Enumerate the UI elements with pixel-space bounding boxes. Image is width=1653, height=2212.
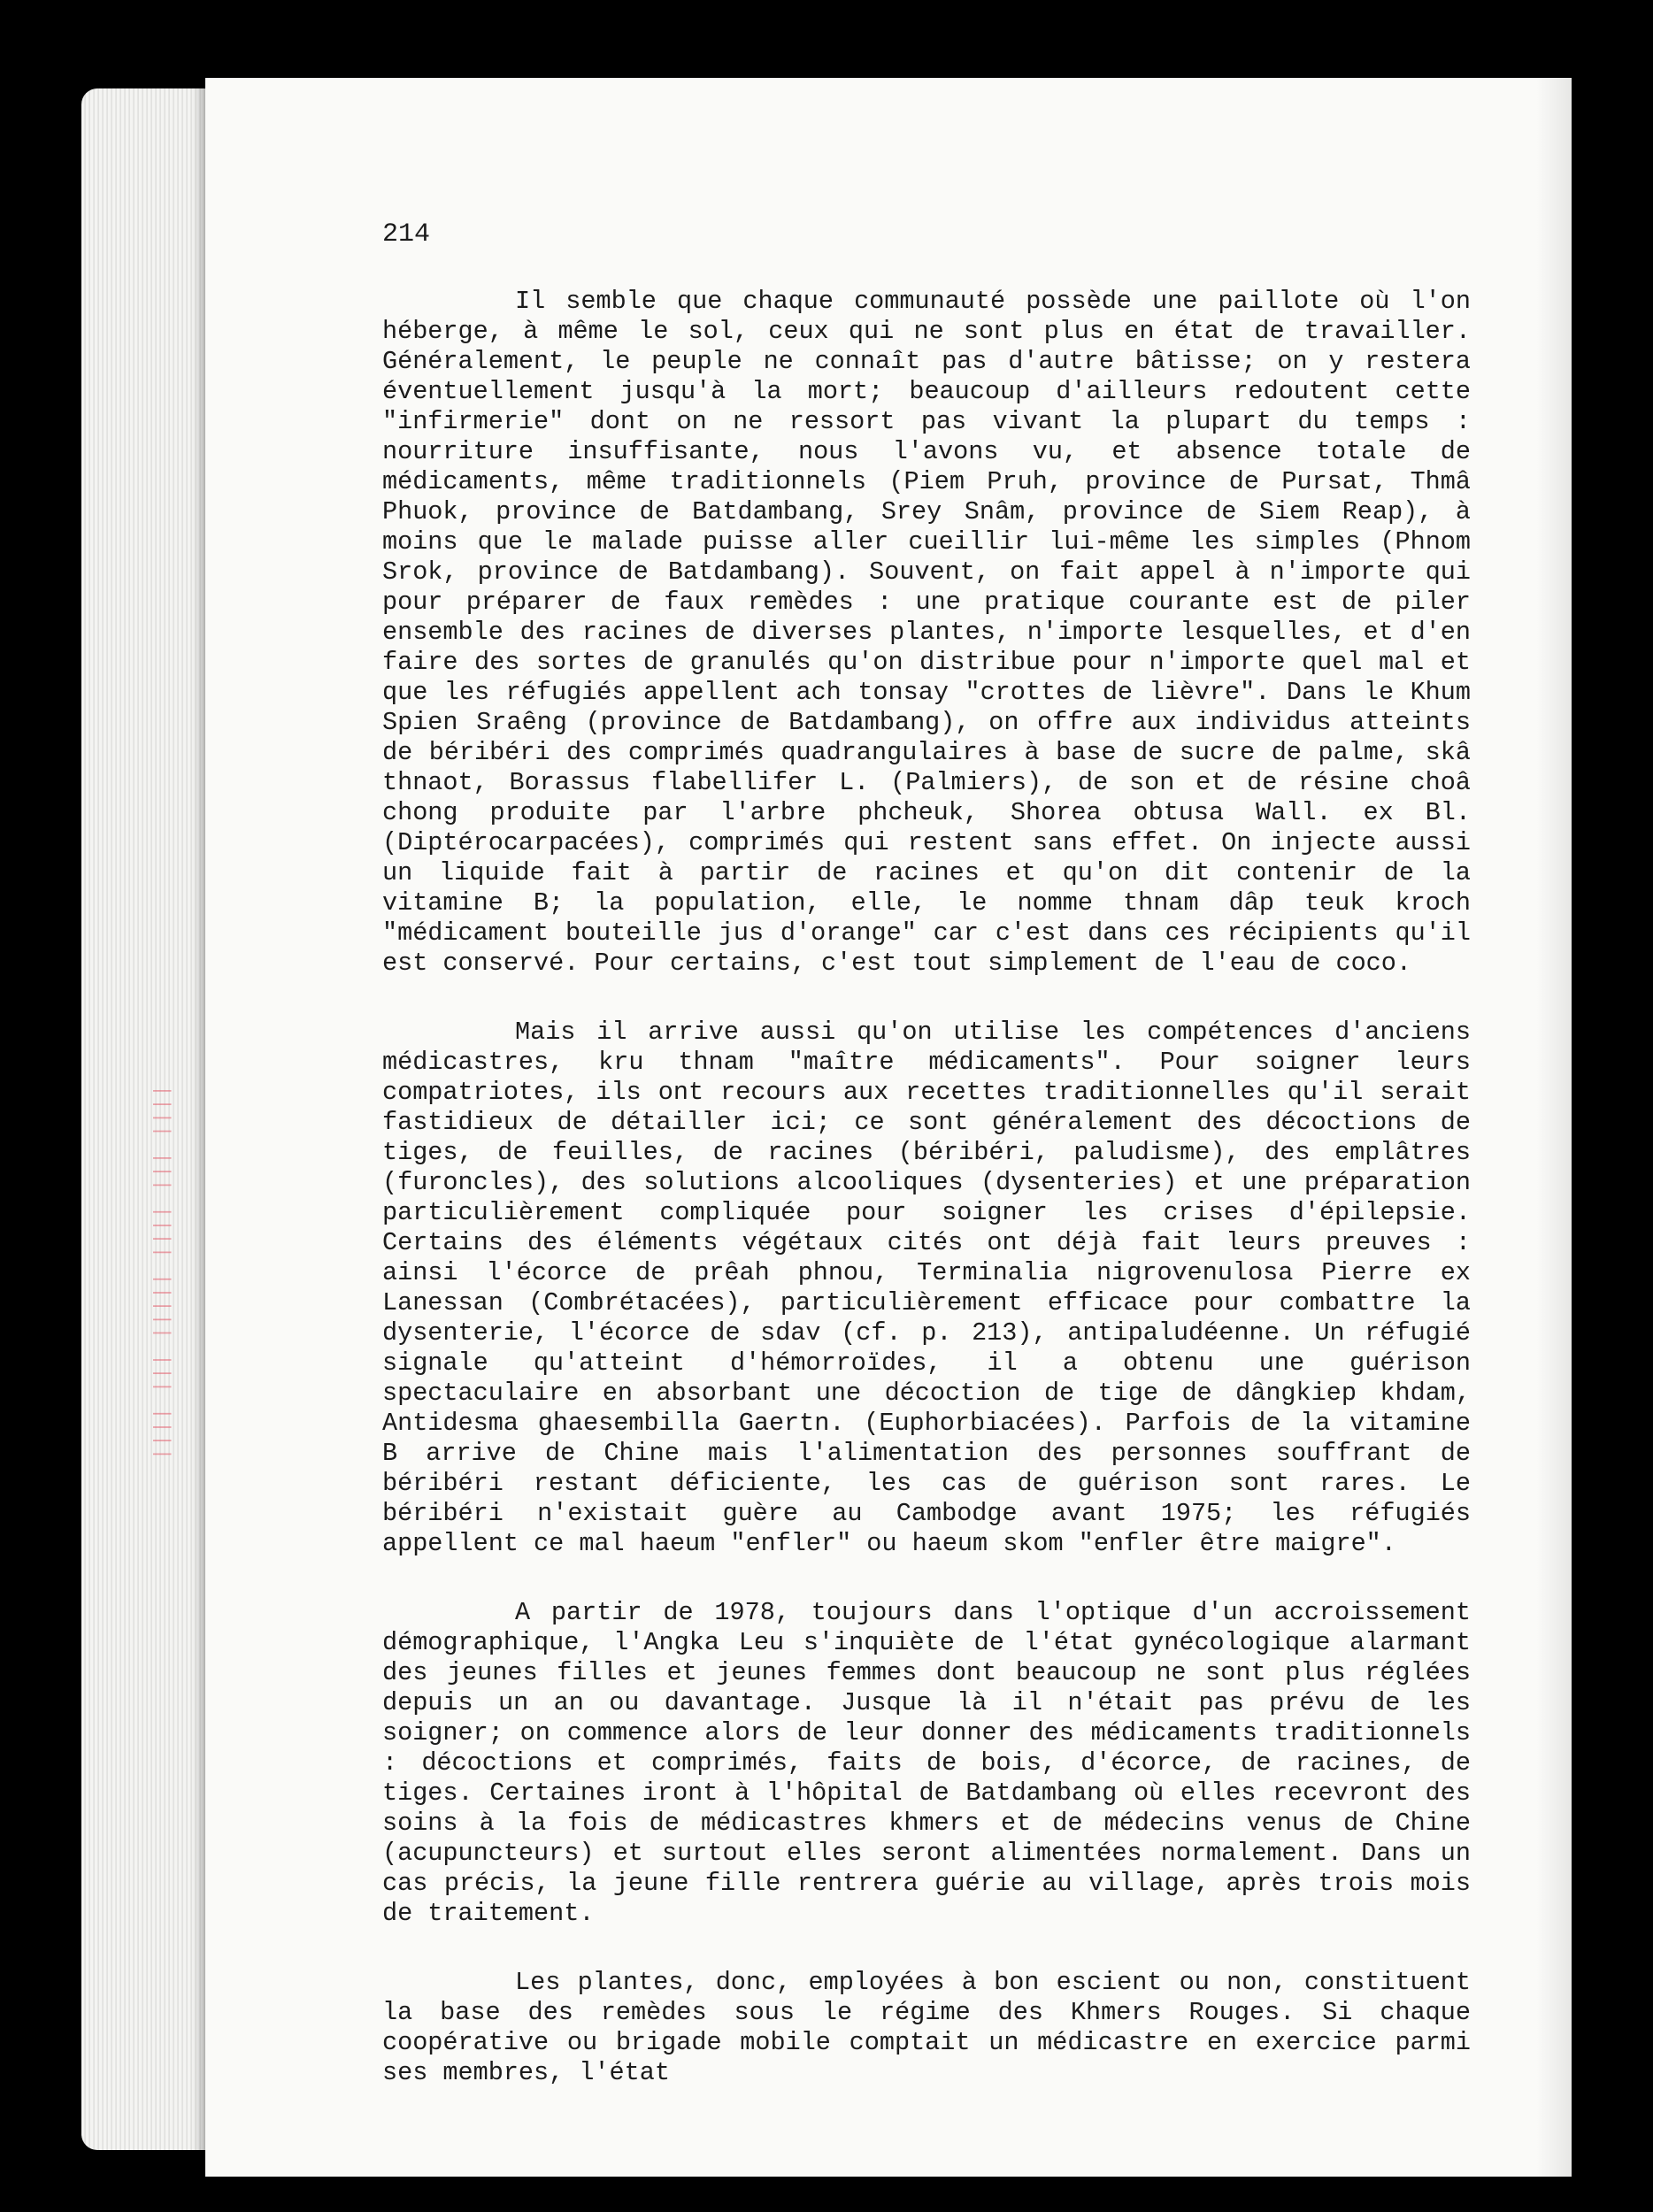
paragraph [382,1968,1471,2088]
book-page [205,78,1572,2177]
paragraph-text: A partir de 1978, toujours dans l'optique d'un accroissement démographique, l'Angka Leu s'inquiète de l'état gynécologique alarmant des jeunes filles et jeunes femmes dont beaucoup ne sont plus réglées depuis un an ou davantage. Jusque là il n'était pas prévu de les soigner; on commence alors de leur donner des médicaments traditionnels : décoctions et comprimés, faits de bois, d'écorce, de racines, de tiges. Certaines iront à l'hôpital de Batdambang où elles recevront des soins à la fois de médicastres khmers et de médecins venus de Chine (acupuncteurs) et surtout elles seront alimentées normalement. Dans un cas précis, la jeune fille rentrera guérie au village, après trois mois de traitement. [382,1598,1471,1928]
page-fold-shadow [1536,78,1572,2177]
paragraph [382,1598,1471,1929]
paragraph [382,287,1471,979]
page-number: 214 [382,219,431,250]
page-text-block [382,219,1471,2127]
library-stamp-mark: |||| ||| ||||| |||| ||| |||| [151,1083,173,1460]
paragraph-text: Mais il arrive aussi qu'on utilise les compétences d'anciens médicastres, kru thnam "maître médicaments". Pour soigner leurs compatriotes, ils ont recours aux recettes traditionnelles qu'il serait fastidieux de détailler ici; ce sont généralement des décoctions de tiges, de feuilles, de racines (béribéri, paludisme), des emplâtres (furoncles), des solutions alcooliques (dysenteries) et une préparation particulièrement compliquée pour soigner les crises d'épilepsie. Certains des éléments végétaux cités ont déjà fait leurs preuves : ainsi l'écorce de prêah phnou, Terminalia nigrovenulosa Pierre ex Lanessan (Combrétacées), particulièrement efficace pour combattre la dysenterie, l'écorce de sdav (cf. p. 213), antipaludéenne. Un réfugié signale qu'atteint d'hémorroïdes, il a obtenu une guérison spectaculaire en absorbant une décoction de tige de dângkiep khdam, Antidesma ghaesembilla Gaertn. (Euphorbiacées). Parfois de la vitamine B arrive de Chine mais l'alimentation des personnes souffrant de béribéri restant déficiente, les cas de guérison sont rares. Le béribéri n'existait guère au Cambodge avant 1975; les réfugiés appellent ce mal haeum "enfler" ou haeum skom "enfler être maigre". [382,1018,1471,1558]
paragraph-text: Les plantes, donc, employées à bon escient ou non, constituent la base des remèdes sous le régime des Khmers Rouges. Si chaque coopérative ou brigade mobile comptait un médicastre en exercice parmi ses membres, l'état [382,1968,1471,2087]
paragraph-text: Il semble que chaque communauté possède une paillote où l'on héberge, à même le sol, ceux qui ne sont plus en état de travailler. Généralement, le peuple ne connaît pas d'autre bâtisse; on y restera éventuellement jusqu'à la mort; beaucoup d'ailleurs redoutent cette "infirmerie" dont on ne ressort pas vivant la plupart du temps : nourriture insuffisante, nous l'avons vu, et absence totale de médicaments, même traditionnels (Piem Pruh, province de Pursat, Thmâ Phuok, province de Batdambang, Srey Snâm, province de Siem Reap), à moins que le malade puisse aller cueillir lui-même les simples (Phnom Srok, province de Batdambang). Souvent, on fait appel à n'importe qui pour préparer de faux remèdes : une pratique courante est de piler ensemble des racines de diverses plantes, n'importe lesquelles, et d'en faire des sortes de granulés qu'on distribue pour n'importe quel mal et que les réfugiés appellent ach tonsay "crottes de lièvre". Dans le Khum Spien Sraêng (province de Batdambang), on offre aux individus atteints de béribéri des comprimés quadrangulaires à base de sucre de palme, skâ thnaot, Borassus flabellifer L. (Palmiers), de son et de résine choâ chong produite par l'arbre phcheuk, Shorea obtusa Wall. ex Bl. (Diptérocarpacées), comprimés qui restent sans effet. On injecte aussi un liquide fait à partir de racines et qu'on dit contenir de la vitamine B; la population, elle, le nomme thnam dâp teuk kroch "médicament bouteille jus d'orange" car c'est dans ces récipients qu'il est conservé. Pour certains, c'est tout simplement de l'eau de coco. [382,287,1471,978]
paragraph [382,1018,1471,1559]
